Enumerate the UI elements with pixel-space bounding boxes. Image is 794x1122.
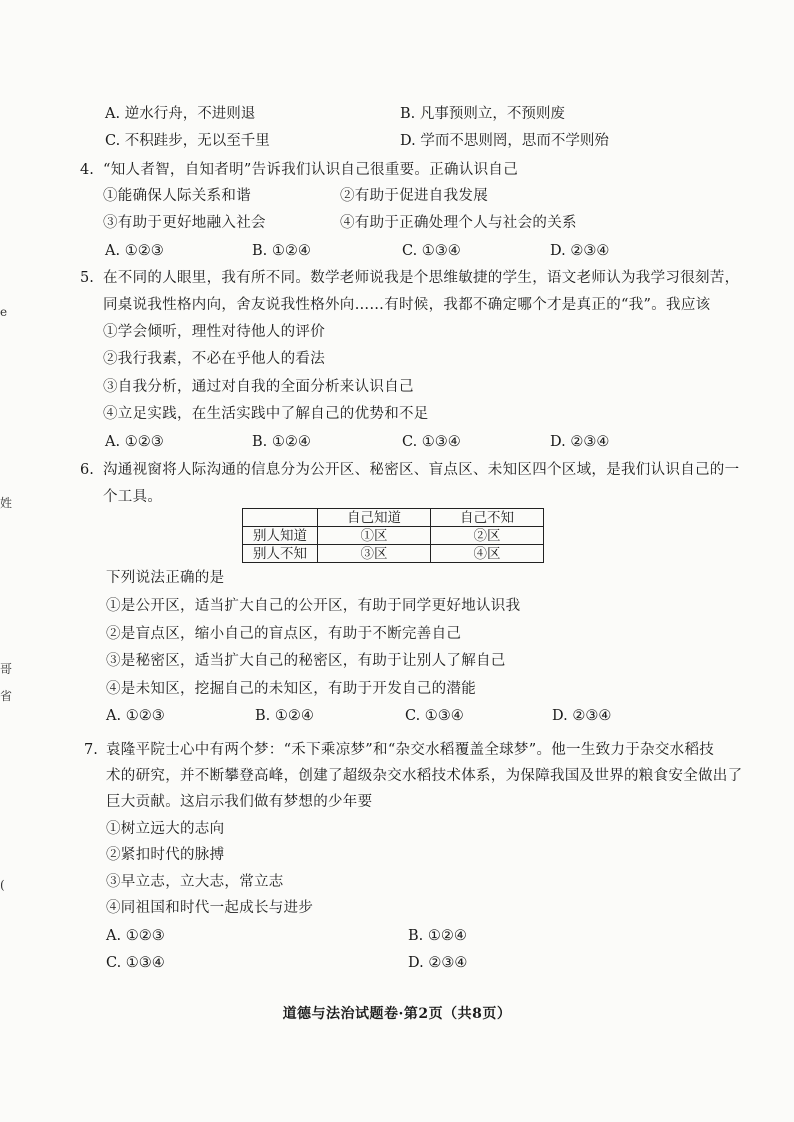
q7-option-a: A. ①②③ <box>106 928 165 944</box>
q4-statement-4: ④有助于正确处理个人与社会的关系 <box>340 215 577 231</box>
q7-statement-3: ③早立志，立大志，常立志 <box>106 874 284 890</box>
q6-option-c: C. ①③④ <box>405 708 464 724</box>
q4-statement-1: ①能确保人际关系和谐 <box>103 188 251 204</box>
table-cell-zone-1: ①区 <box>318 527 431 545</box>
table-cell-zone-4: ④区 <box>431 545 544 563</box>
q5-stem-line-1: 在不同的人眼里，我有所不同。数学老师说我是个思维敏捷的学生，语文老师认为我学习很刻苦， <box>103 270 740 286</box>
margin-mark: ( <box>0 878 5 892</box>
q7-stem-line-3: 巨大贡献。这启示我们做有梦想的少年要 <box>106 794 373 810</box>
q6-stem-line-1: 沟通视窗将人际沟通的信息分为公开区、秘密区、盲点区、未知区四个区域，是我们认识自己的一 <box>103 462 740 478</box>
q4-option-b: B. ①②④ <box>252 243 311 259</box>
margin-mark: e <box>0 305 8 319</box>
q6-stem-line-2: 个工具。 <box>103 489 163 505</box>
q4-statement-2: ②有助于促进自我发展 <box>340 188 488 204</box>
q4-option-d: D. ②③④ <box>550 243 610 259</box>
q5-option-b: B. ①②④ <box>252 434 311 450</box>
table-row-header-others-known: 别人知道 <box>243 527 318 545</box>
margin-mark: 姓 <box>0 496 13 510</box>
q5-option-a: A. ①②③ <box>105 434 164 450</box>
q3-option-b: B. 凡事预则立，不预则废 <box>400 106 565 122</box>
q6-statement-1: ①是公开区，适当扩大自己的公开区，有助于同学更好地认识我 <box>106 598 521 614</box>
q7-option-d: D. ②③④ <box>408 955 468 971</box>
q3-option-a: A. 逆水行舟，不进则退 <box>105 106 256 122</box>
q5-option-c: C. ①③④ <box>402 434 461 450</box>
q6-statement-3: ③是秘密区，适当扩大自己的秘密区，有助于让别人了解自己 <box>106 653 506 669</box>
q5-stem-line-2: 同桌说我性格内向，舍友说我性格外向……有时候，我都不确定哪个才是真正的“我”。我应该 <box>103 297 711 313</box>
q6-option-d: D. ②③④ <box>552 708 612 724</box>
q6-statement-4: ④是未知区，挖掘自己的未知区，有助于开发自己的潜能 <box>106 681 476 697</box>
q6-option-b: B. ①②④ <box>255 708 314 724</box>
q7-stem-line-1: 袁隆平院士心中有两个梦：“禾下乘凉梦”和“杂交水稻覆盖全球梦”。他一生致力于杂交水稻技 <box>106 742 715 758</box>
q4-statement-3: ③有助于更好地融入社会 <box>103 215 266 231</box>
q5-statement-2: ②我行我素，不必在乎他人的看法 <box>103 351 325 367</box>
q7-number: 7. <box>84 742 98 758</box>
q3-option-c: C. 不积跬步，无以至千里 <box>105 133 270 149</box>
q7-statement-2: ②紧扣时代的脉搏 <box>106 847 225 863</box>
table-cell-zone-3: ③区 <box>318 545 431 563</box>
q7-statement-4: ④同祖国和时代一起成长与进步 <box>106 900 314 916</box>
johari-window-table <box>242 508 544 563</box>
q6-statement-2: ②是盲点区，缩小自己的盲点区，有助于不断完善自己 <box>106 626 462 642</box>
q7-option-b: B. ①②④ <box>408 928 467 944</box>
q7-statement-1: ①树立远大的志向 <box>106 821 225 837</box>
q4-number: 4. <box>80 162 94 178</box>
q7-stem-line-2: 术的研究，并不断攀登高峰，创建了超级杂交水稻技术体系，为保障我国及世界的粮食安全做出了 <box>106 768 743 784</box>
table-header-self-known: 自己知道 <box>318 509 431 527</box>
page-footer: 道德与法治试题卷·第2页（共8页） <box>282 1006 512 1022</box>
q6-option-a: A. ①②③ <box>106 708 165 724</box>
q6-prompt: 下列说法正确的是 <box>106 570 225 586</box>
q6-number: 6. <box>80 462 94 478</box>
q4-option-a: A. ①②③ <box>105 243 164 259</box>
q5-statement-4: ④立足实践，在生活实践中了解自己的优势和不足 <box>103 406 429 422</box>
table-cell-zone-2: ②区 <box>431 527 544 545</box>
table-row-header-others-unknown: 别人不知 <box>243 545 318 563</box>
q5-statement-1: ①学会倾听，理性对待他人的评价 <box>103 324 325 340</box>
q4-option-c: C. ①③④ <box>402 243 461 259</box>
q5-statement-3: ③自我分析，通过对自我的全面分析来认识自己 <box>103 379 414 395</box>
q3-option-d: D. 学而不思则罔，思而不学则殆 <box>400 133 609 149</box>
q7-option-c: C. ①③④ <box>106 955 165 971</box>
q4-stem: “知人者智，自知者明”告诉我们认识自己很重要。正确认识自己 <box>103 162 519 178</box>
q5-option-d: D. ②③④ <box>550 434 610 450</box>
margin-mark: 省 <box>0 689 13 703</box>
table-corner-cell <box>243 509 318 527</box>
margin-mark: 哥 <box>0 662 13 676</box>
table-header-self-unknown: 自己不知 <box>431 509 544 527</box>
q5-number: 5. <box>80 270 94 286</box>
